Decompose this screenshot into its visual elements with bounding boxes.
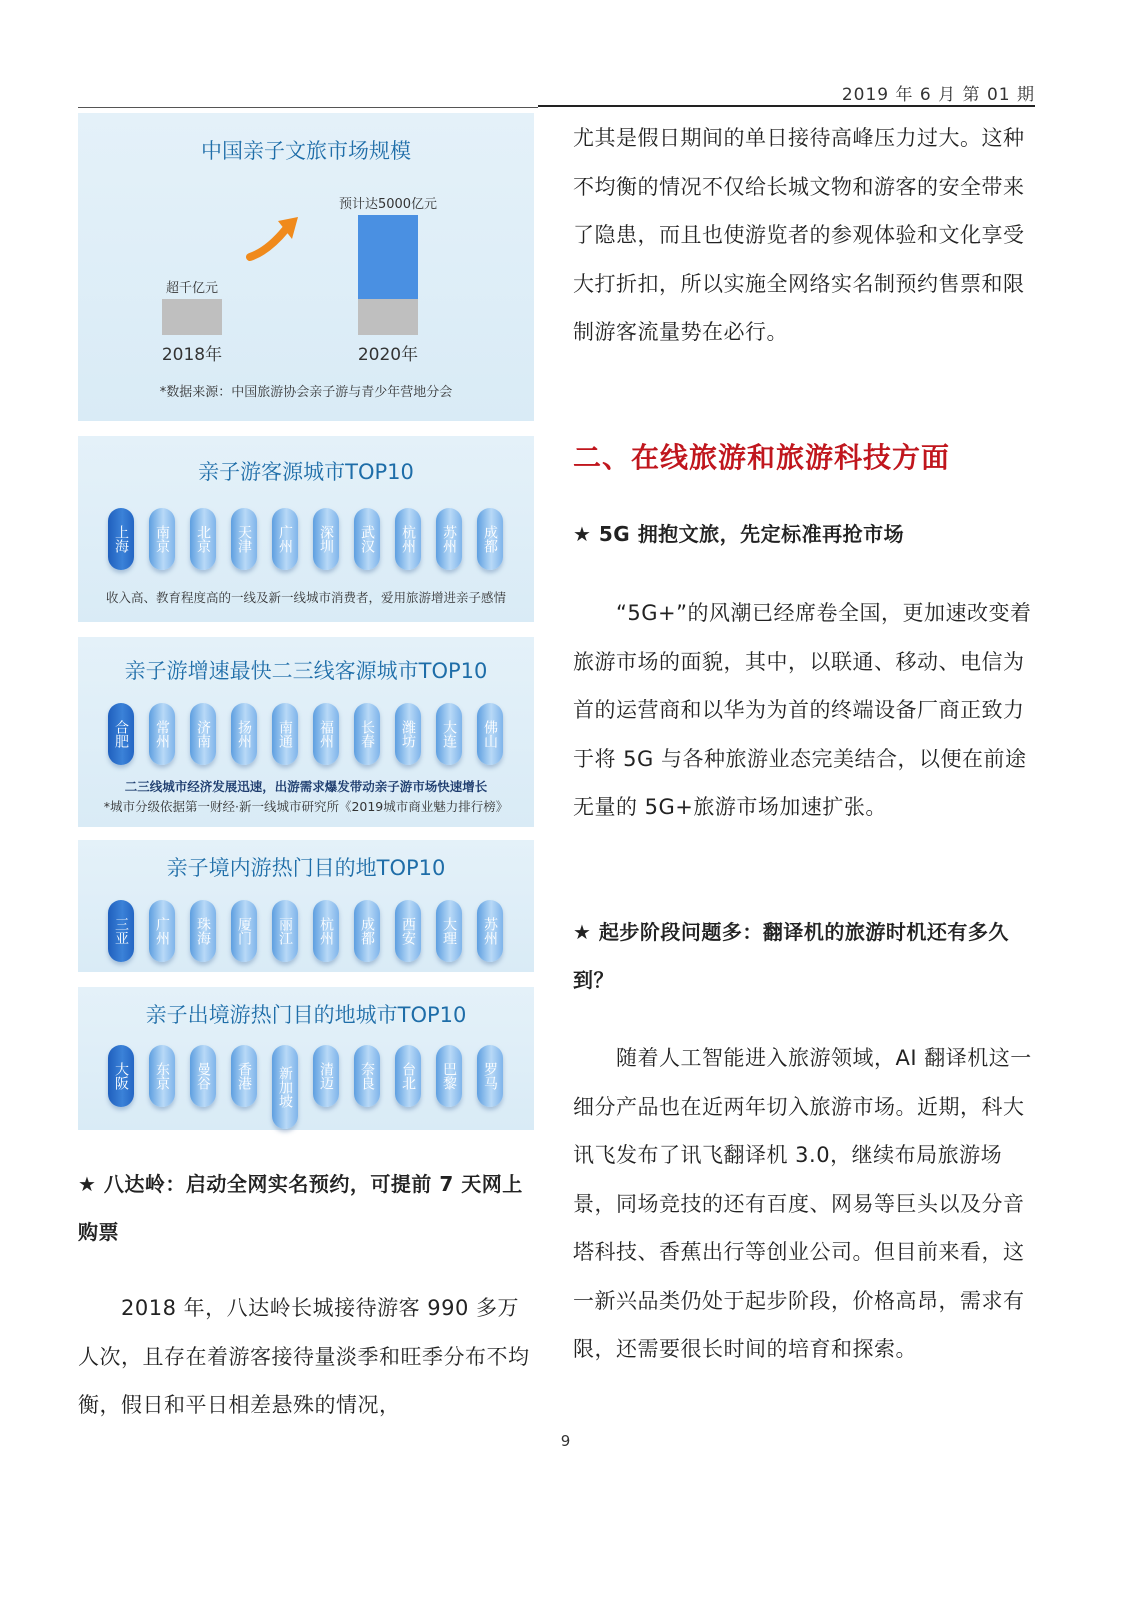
city-pill: 杭州 xyxy=(313,900,339,962)
bar-category-label: 2020年 xyxy=(357,345,419,365)
bar-data-label: 超千亿元 xyxy=(165,281,218,296)
source-cities-title: 亲子游客源城市TOP10 xyxy=(198,460,414,484)
city-pill: 丽江 xyxy=(272,900,298,962)
city-pill: 清迈 xyxy=(313,1045,339,1107)
bar-data-label: 预计达5000亿元 xyxy=(338,197,438,212)
translator-paragraph: 随着人工智能进入旅游领域，AI 翻译机这一细分产品也在近两年切入旅游市场。近期，科大讯飞发布了讯飞翻译机 3.0，继续布局旅游场景，同场竞技的还有百度、网易等巨头以及分音塔科技、香蕉出行等创业公司。但目前来看，这一新兴品类仍处于起步阶段，价格高昂，需求有限，还需要很长时间的培育和探索。 xyxy=(573,1046,1032,1361)
chart-title: 中国亲子文旅市场规模 xyxy=(201,139,411,163)
city-pill: 深圳 xyxy=(313,508,339,570)
growth-cities-box xyxy=(78,637,534,827)
city-pill: 北京 xyxy=(190,508,216,570)
city-pill: 西安 xyxy=(395,900,421,962)
market-size-chart xyxy=(78,113,534,421)
city-pill: 成都 xyxy=(354,900,380,962)
city-pill: 大理 xyxy=(436,900,462,962)
city-pill: 香港 xyxy=(231,1045,257,1107)
city-pill: 厦门 xyxy=(231,900,257,962)
growth-cities-title: 亲子游增速最快二三线客源城市TOP10 xyxy=(124,659,488,683)
outbound-destinations-list xyxy=(108,1045,514,1115)
source-cities-box xyxy=(78,436,534,622)
translator-subhead: ★ 起步阶段问题多：翻译机的旅游时机还有多久到？ xyxy=(573,920,1009,992)
issue-label: 2019 年 6 月 第 01 期 xyxy=(841,85,1035,105)
city-pill: 广州 xyxy=(272,508,298,570)
city-pill: 济南 xyxy=(190,703,216,765)
domestic-destinations-box xyxy=(78,840,534,972)
city-pill: 福州 xyxy=(313,703,339,765)
chart-plot xyxy=(78,113,534,421)
city-pill: 曼谷 xyxy=(190,1045,216,1107)
outbound-destinations-title: 亲子出境游热门目的地城市TOP10 xyxy=(145,1003,467,1027)
badaling-subhead: ★ 八达岭：启动全网实名预约，可提前 7 天网上购票 xyxy=(78,1172,523,1244)
city-pill: 奈良 xyxy=(354,1045,380,1107)
5g-subhead: ★ 5G 拥抱文旅，先定标准再抢市场 xyxy=(573,522,905,546)
bar-category-label: 2018年 xyxy=(161,345,223,365)
source-cities-note: 收入高、教育程度高的一线及新一线城市消费者，爱用旅游增进亲子感情 xyxy=(105,590,506,605)
bar-2020 xyxy=(358,215,418,299)
city-pill: 广州 xyxy=(149,900,175,962)
growth-cities-list xyxy=(108,703,514,773)
city-pill: 南通 xyxy=(272,703,298,765)
city-pill: 成都 xyxy=(477,508,503,570)
source-cities-list xyxy=(108,508,514,578)
city-pill: 合肥 xyxy=(108,703,134,765)
city-pill: 苏州 xyxy=(477,900,503,962)
city-pill: 扬州 xyxy=(231,703,257,765)
city-pill: 佛山 xyxy=(477,703,503,765)
badaling-paragraph: 2018 年，八达岭长城接待游客 990 多万人次，且存在着游客接待量淡季和旺季分布不均衡，假日和平日相差悬殊的情况， xyxy=(78,1296,530,1417)
city-pill: 东京 xyxy=(149,1045,175,1107)
city-pill: 三亚 xyxy=(108,900,134,962)
city-pill: 苏州 xyxy=(436,508,462,570)
right-paragraph-1: 尤其是假日期间的单日接待高峰压力过大。这种不均衡的情况不仅给长城文物和游客的安全带来了隐患，而且也使游览者的参观体验和文化享受大打折扣，所以实施全网络实名制预约售票和限制游客流量势在必行。 xyxy=(573,126,1025,344)
city-pill: 杭州 xyxy=(395,508,421,570)
city-pill: 武汉 xyxy=(354,508,380,570)
chart-source: *数据来源：中国旅游协会亲子游与青少年营地分会 xyxy=(159,385,453,400)
city-pill: 罗马 xyxy=(477,1045,503,1107)
bar-2020-base xyxy=(358,299,418,335)
domestic-destinations-title: 亲子境内游热门目的地TOP10 xyxy=(166,856,446,880)
outbound-destinations-box xyxy=(78,987,534,1130)
bar-2018 xyxy=(162,299,222,335)
city-pill: 巴黎 xyxy=(436,1045,462,1107)
city-pill: 台北 xyxy=(395,1045,421,1107)
city-pill: 天津 xyxy=(231,508,257,570)
city-pill: 南京 xyxy=(149,508,175,570)
city-pill: 大连 xyxy=(436,703,462,765)
header-rule xyxy=(78,107,538,108)
city-pill: 潍坊 xyxy=(395,703,421,765)
section-title: 二、在线旅游和旅游科技方面 xyxy=(573,441,951,474)
growth-cities-note-bold: 二三线城市经济发展迅速，出游需求爆发带动亲子游市场快速增长 xyxy=(124,779,488,794)
city-pill: 长春 xyxy=(354,703,380,765)
header-rule-bold xyxy=(538,105,1035,107)
5g-paragraph: “5G+”的风潮已经席卷全国，更加速改变着旅游市场的面貌，其中，以联通、移动、电信为首的运营商和以华为为首的终端设备厂商正致力于将 5G 与各种旅游业态完美结合，以便在前途无量的 5G+旅游市场加速扩张。 xyxy=(573,601,1032,819)
city-pill: 大阪 xyxy=(108,1045,134,1107)
city-pill: 上海 xyxy=(108,508,134,570)
city-pill: 新加坡 xyxy=(272,1045,298,1129)
growth-cities-note: *城市分级依据第一财经·新一线城市研究所《2019城市商业魅力排行榜》 xyxy=(103,799,509,814)
page-number: 9 xyxy=(560,1432,571,1450)
city-pill: 珠海 xyxy=(190,900,216,962)
city-pill: 常州 xyxy=(149,703,175,765)
domestic-destinations-list xyxy=(108,900,514,970)
